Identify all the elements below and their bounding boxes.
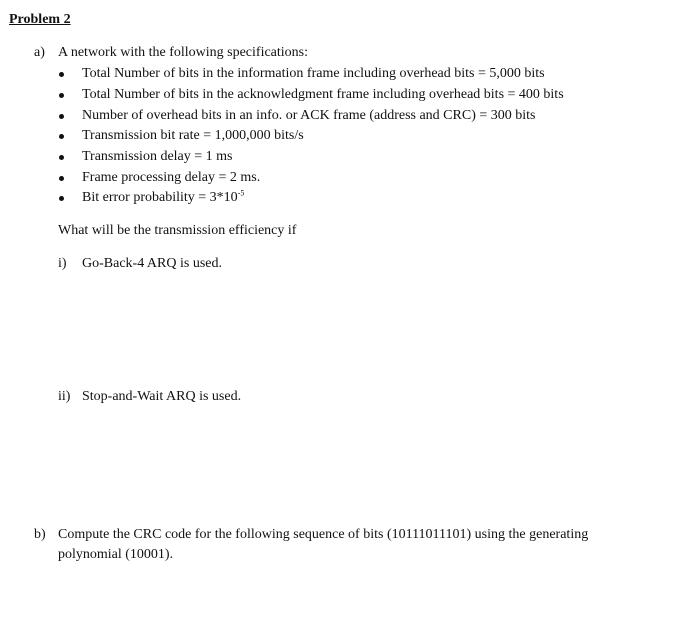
spec-text-bit-error	[82, 190, 244, 206]
spec-text: Transmission delay = 1 ms	[82, 149, 233, 164]
spec-text: Frame processing delay = 2 ms.	[82, 170, 261, 185]
problem-title: Problem 2	[9, 12, 71, 27]
part-a-label: a)	[34, 45, 45, 60]
sub-i-text: Go-Back-4 ARQ is used.	[82, 256, 222, 271]
part-a-intro: A network with the following specifications:	[58, 45, 309, 60]
part-b-line1: Compute the CRC code for the following sequence of bits (10111011101) using the generating	[58, 527, 589, 542]
spec-text: Total Number of bits in the acknowledgment frame including overhead bits = 400 bits	[82, 87, 564, 102]
sub-ii-label: ii)	[58, 389, 71, 404]
sub-ii-text: Stop-and-Wait ARQ is used.	[82, 389, 242, 404]
efficiency-question: What will be the transmission efficiency if	[58, 223, 297, 238]
bullet-icon	[59, 176, 64, 181]
spec-text: Number of overhead bits in an info. or ACK frame (address and CRC) = 300 bits	[82, 108, 536, 123]
spec-text: Total Number of bits in the information frame including overhead bits = 5,000 bits	[82, 66, 545, 81]
bullet-icon	[59, 196, 64, 201]
part-b-label: b)	[34, 527, 46, 542]
bullet-icon	[59, 93, 64, 98]
bit-error-base: Bit error probability = 3*10	[82, 190, 238, 205]
bullet-icon	[59, 155, 64, 160]
part-b-line2: polynomial (10001).	[58, 547, 174, 562]
bullet-icon	[59, 134, 64, 139]
bullet-icon	[59, 72, 64, 77]
spec-text: Transmission bit rate = 1,000,000 bits/s	[82, 128, 304, 143]
bit-error-exponent: -5	[237, 188, 245, 198]
bullet-icon	[59, 114, 64, 119]
sub-i-label: i)	[58, 256, 67, 271]
